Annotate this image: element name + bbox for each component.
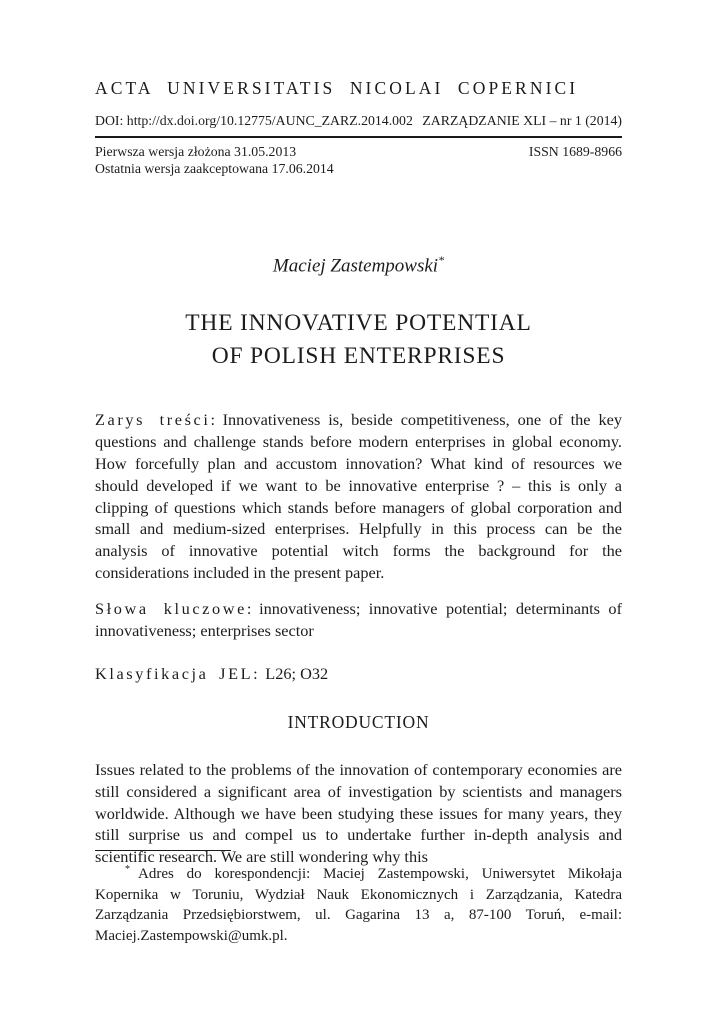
article-title-line1: THE INNOVATIVE POTENTIAL [185,310,532,337]
author-name-text: Maciej Zastempowski [272,255,439,277]
footnote-rule [95,850,231,851]
footnote-body: Adres do korespondencji: Maciej Zastempowski, Uniwersytet Mikołaja Kopernika w Toruniu, Wydział Nauk Ekonomicznych i Zarządzania, Katedra Zarządzania Przedsiębiorstwem, ul. Gagarina 13 a, 87-100 Toruń, e-mail: Maciej.Zastempowski@umk.pl. [95,866,622,944]
keywords-paragraph [95,598,622,642]
header-rule [95,136,622,138]
issue-info: ZARZĄDZANIE XLI – nr 1 (2014) [422,113,622,128]
footnote-text [95,860,622,946]
jel-label: Klasyfikacja JEL: [95,664,261,684]
keywords-label: Słowa kluczowe: [95,598,255,618]
introduction-paragraph: Issues related to the problems of the innovation of contemporary economies are still considered a significant area of investigation by scientists and managers worldwide. Although we have been studying these issues for many years, they still surprise us and compel us to undertake further in-depth analysis and scientific research. We are still wondering why this [95,760,622,867]
footnote-mark: * [125,864,130,875]
first-version-date: Pierwsza wersja złożona 31.05.2013 [95,144,297,159]
journal-title: ACTA UNIVERSITATIS NICOLAI COPERNICI [95,78,579,98]
version-dates [95,144,334,177]
article-title [95,307,622,373]
jel-classification [95,663,622,685]
author-name [95,249,622,277]
accepted-version-date: Ostatnia wersja zaakceptowana 17.06.2014 [95,160,334,176]
jel-codes: L26; O32 [265,664,329,684]
doi-row [95,112,622,129]
abstract-label: Zarys treści: [95,410,218,430]
abstract-paragraph [95,409,622,583]
keywords-text: innovativeness; innovative potential; determinants of innovativeness; enterprises sector [95,598,622,640]
journal-header [95,78,622,177]
footnote-block [95,850,622,946]
abstract-text: Innovativeness is, beside competitiveness, one of the key questions and challenge stands before modern enterprises in global economy. How forcefully plan and accustom innovation? What kind of resources we should developed if we want to be innovative enterprise ? – this is only a clipping of questions which stands before managers of global corporation and small and medium-sized enterprises. Helpfully in this process can be the analysis of innovative potential witch forms the background for the considerations included in the present paper. [95,410,622,582]
issn-number: ISSN 1689-8966 [528,144,622,159]
author-footnote-mark: * [438,253,445,267]
introduction-heading: INTRODUCTION [287,712,430,733]
doi-text: DOI: http://dx.doi.org/10.12775/AUNC_ZARZ.2014.002 [95,113,413,128]
article-title-line2: OF POLISH ENTERPRISES [211,343,506,370]
version-row [95,144,622,177]
